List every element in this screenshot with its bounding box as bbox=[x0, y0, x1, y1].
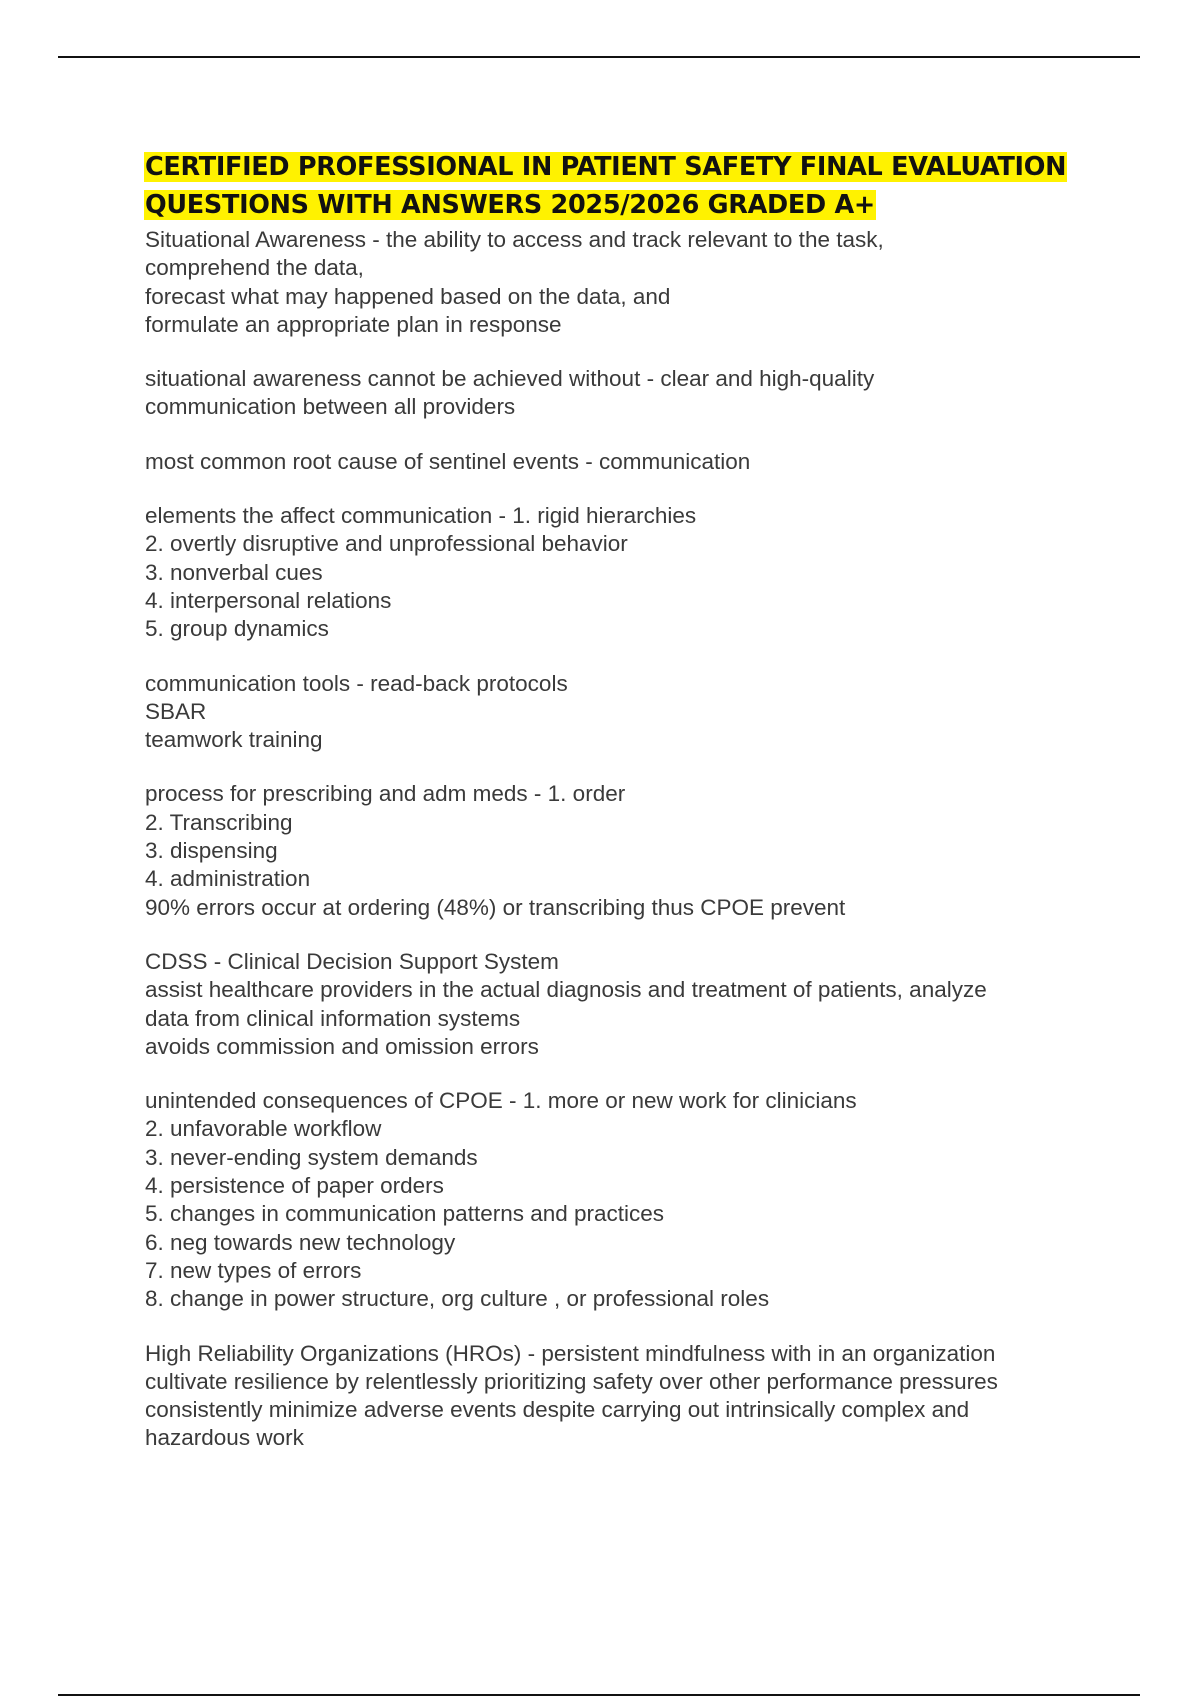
entry-line: 3. nonverbal cues bbox=[145, 559, 323, 585]
entry-line: communication tools - read-back protocols bbox=[145, 670, 568, 696]
entry-line: 4. persistence of paper orders bbox=[145, 1173, 444, 1199]
entry-line: forecast what may happened based on the data, and bbox=[145, 283, 671, 309]
document-body bbox=[145, 148, 1105, 1479]
entry-line: 8. change in power structure, org culture , or professional roles bbox=[145, 1286, 770, 1312]
entry-line: cultivate resilience by relentlessly prioritizing safety over other performance pressures bbox=[145, 1368, 998, 1394]
entry-line: CDSS - Clinical Decision Support System bbox=[145, 948, 559, 974]
qa-entry bbox=[145, 365, 1105, 422]
entry-line: 2. unfavorable workflow bbox=[145, 1116, 382, 1142]
entry-line: unintended consequences of CPOE - 1. more or new work for clinicians bbox=[145, 1088, 857, 1114]
entry-line: High Reliability Organizations (HROs) - persistent mindfulness with in an organization bbox=[145, 1340, 996, 1366]
entry-line: Situational Awareness - the ability to access and track relevant to the task, bbox=[145, 227, 884, 252]
entry-line: 90% errors occur at ordering (48%) or transcribing thus CPOE prevent bbox=[145, 894, 846, 920]
qa-entry bbox=[145, 502, 1105, 643]
entry-line: most common root cause of sentinel events - communication bbox=[145, 448, 751, 474]
entry-line: situational awareness cannot be achieved without - clear and high-quality bbox=[145, 366, 875, 392]
entry-line: 6. neg towards new technology bbox=[145, 1229, 456, 1255]
title-line: QUESTIONS WITH ANSWERS 2025/2026 GRADED A+ bbox=[145, 190, 875, 220]
qa-entry bbox=[145, 1087, 1105, 1313]
entry-line: elements the affect communication - 1. rigid hierarchies bbox=[145, 503, 697, 529]
entry-line: 4. administration bbox=[145, 866, 311, 892]
entry-line: data from clinical information systems bbox=[145, 1005, 521, 1031]
entry-line: SBAR bbox=[145, 698, 207, 724]
entry-line: 5. changes in communication patterns and practices bbox=[145, 1201, 665, 1227]
entry-line: 3. never-ending system demands bbox=[145, 1144, 478, 1170]
document-title bbox=[144, 148, 1105, 224]
entry-line: 7. new types of errors bbox=[145, 1257, 362, 1283]
entry-line: 3. dispensing bbox=[145, 838, 278, 864]
entry-line: avoids commission and omission errors bbox=[145, 1033, 539, 1059]
entry-line: process for prescribing and adm meds - 1. order bbox=[145, 781, 626, 807]
title-line: CERTIFIED PROFESSIONAL IN PATIENT SAFETY FINAL EVALUATION bbox=[145, 152, 1067, 182]
entry-line: teamwork training bbox=[145, 727, 323, 753]
entry-line: 5. group dynamics bbox=[145, 616, 329, 642]
qa-entry bbox=[145, 948, 1105, 1061]
qa-entry bbox=[145, 226, 1105, 339]
entry-line: 2. overtly disruptive and unprofessional behavior bbox=[145, 531, 628, 557]
entry-line: assist healthcare providers in the actual diagnosis and treatment of patients, analyze bbox=[145, 977, 987, 1003]
entry-line: comprehend the data, bbox=[145, 255, 364, 281]
entry-line: formulate an appropriate plan in response bbox=[145, 311, 562, 337]
qa-entry bbox=[145, 780, 1105, 921]
footer-rule bbox=[58, 1694, 1140, 1696]
entry-line: 4. interpersonal relations bbox=[145, 587, 392, 613]
entry-line: consistently minimize adverse events despite carrying out intrinsically complex and bbox=[145, 1397, 970, 1423]
entry-line: hazardous work bbox=[145, 1425, 304, 1451]
qa-entry bbox=[145, 670, 1105, 755]
header-rule bbox=[58, 56, 1140, 58]
qa-entry bbox=[145, 448, 1105, 476]
qa-entry bbox=[145, 1340, 1105, 1453]
entry-line: communication between all providers bbox=[145, 394, 516, 420]
entry-line: 2. Transcribing bbox=[145, 809, 293, 835]
